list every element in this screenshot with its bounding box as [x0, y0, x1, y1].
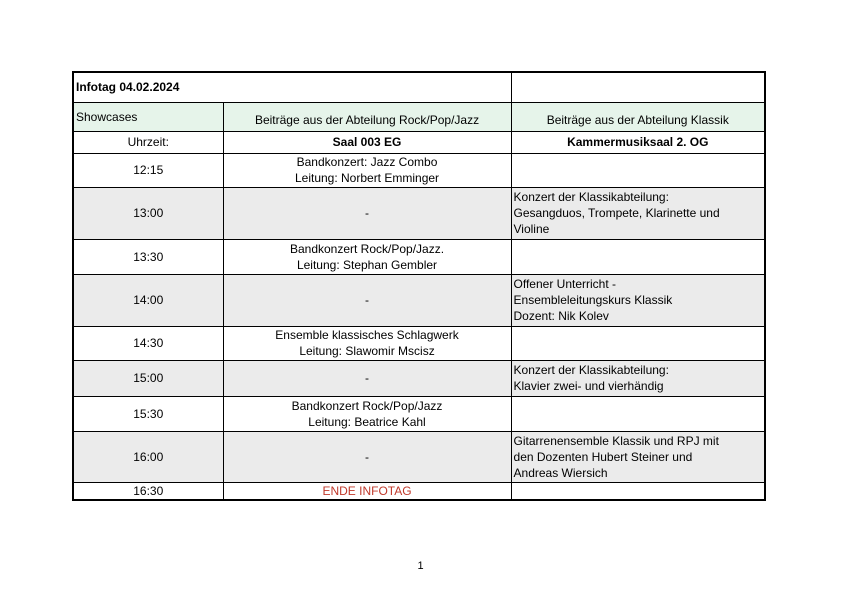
klassik-cell — [511, 326, 765, 360]
klassik-line: Violine — [513, 222, 550, 236]
klassik-line: Gitarrenensemble Klassik und RPJ mit — [513, 433, 719, 448]
rpj-line: Leitung: Beatrice Kahl — [308, 414, 426, 429]
section-row — [73, 102, 765, 131]
rpj-line: Leitung: Stephan Gembler — [296, 257, 438, 272]
rpj-line: Leitung: Slawomir Mscisz — [299, 344, 435, 358]
showcases-heading: Showcases — [73, 102, 223, 131]
time-cell: 12:15 — [73, 153, 223, 187]
rpj-cell — [223, 431, 511, 482]
title-empty-cell — [511, 72, 765, 102]
table-row — [73, 326, 765, 360]
rpj-cell — [223, 187, 511, 239]
end-label: ENDE INFOTAG — [223, 482, 511, 500]
rpj-cell — [223, 396, 511, 431]
klassik-cell — [511, 239, 765, 274]
klassik-line: Andreas Wiersich — [513, 465, 608, 480]
schedule-table — [72, 71, 766, 501]
room-rpj: Saal 003 EG — [223, 131, 511, 153]
klassik-line: Konzert der Klassikabteilung: — [513, 190, 669, 204]
end-row — [73, 482, 765, 500]
time-cell: 16:00 — [73, 431, 223, 482]
room-row — [73, 131, 765, 153]
uhrzeit-label: Uhrzeit: — [73, 131, 223, 153]
rpj-cell — [223, 326, 511, 360]
klassik-line: Offener Unterricht - — [513, 277, 616, 291]
rpj-line: Bandkonzert Rock/Pop/Jazz — [291, 398, 443, 413]
table-row — [73, 396, 765, 431]
rpj-line: - — [365, 293, 369, 307]
time-cell: 13:30 — [73, 239, 223, 274]
rpj-cell — [223, 274, 511, 326]
time-cell: 14:00 — [73, 274, 223, 326]
klassik-cell — [511, 431, 765, 482]
rpj-cell — [223, 239, 511, 274]
klassik-line: Gesangduos, Trompete, Klarinette und — [513, 206, 720, 220]
rpj-line: Ensemble klassisches Schlagwerk — [275, 328, 459, 342]
klassik-line: Ensembleleitungskurs Klassik — [513, 293, 673, 307]
rpj-cell — [223, 153, 511, 187]
klassik-line: Klavier zwei- und vierhändig — [513, 379, 664, 393]
rpj-cell — [223, 360, 511, 396]
klassik-line: Konzert der Klassikabteilung: — [513, 363, 669, 377]
rpj-line: - — [365, 206, 369, 220]
table-row — [73, 360, 765, 396]
rpj-line: Leitung: Norbert Emminger — [294, 171, 440, 185]
end-empty-cell — [511, 482, 765, 500]
klassik-cell — [511, 360, 765, 396]
klassik-line: Dozent: Nik Kolev — [513, 309, 609, 323]
table-row — [73, 274, 765, 326]
klassik-cell — [511, 153, 765, 187]
table-row — [73, 239, 765, 274]
table-row — [73, 431, 765, 482]
rpj-line: Bandkonzert Rock/Pop/Jazz. — [289, 241, 445, 256]
time-cell: 14:30 — [73, 326, 223, 360]
end-time-cell: 16:30 — [73, 482, 223, 500]
room-klassik: Kammermusiksaal 2. OG — [511, 131, 765, 153]
table-row — [73, 187, 765, 239]
table-row — [73, 153, 765, 187]
time-cell: 13:00 — [73, 187, 223, 239]
rpj-line: - — [365, 371, 369, 385]
rpj-line: - — [365, 449, 369, 464]
klassik-cell — [511, 187, 765, 239]
rpj-line: Bandkonzert: Jazz Combo — [296, 155, 438, 169]
klassik-line: den Dozenten Hubert Steiner und — [513, 449, 693, 464]
klassik-cell — [511, 274, 765, 326]
time-cell: 15:00 — [73, 360, 223, 396]
klassik-column-heading: Beiträge aus der Abteilung Klassik — [511, 102, 765, 131]
page-number: 1 — [417, 560, 424, 572]
time-cell: 15:30 — [73, 396, 223, 431]
rpj-column-heading: Beiträge aus der Abteilung Rock/Pop/Jazz — [223, 102, 511, 131]
title-row — [73, 72, 765, 102]
page-title: Infotag 04.02.2024 — [73, 72, 511, 102]
klassik-cell — [511, 396, 765, 431]
